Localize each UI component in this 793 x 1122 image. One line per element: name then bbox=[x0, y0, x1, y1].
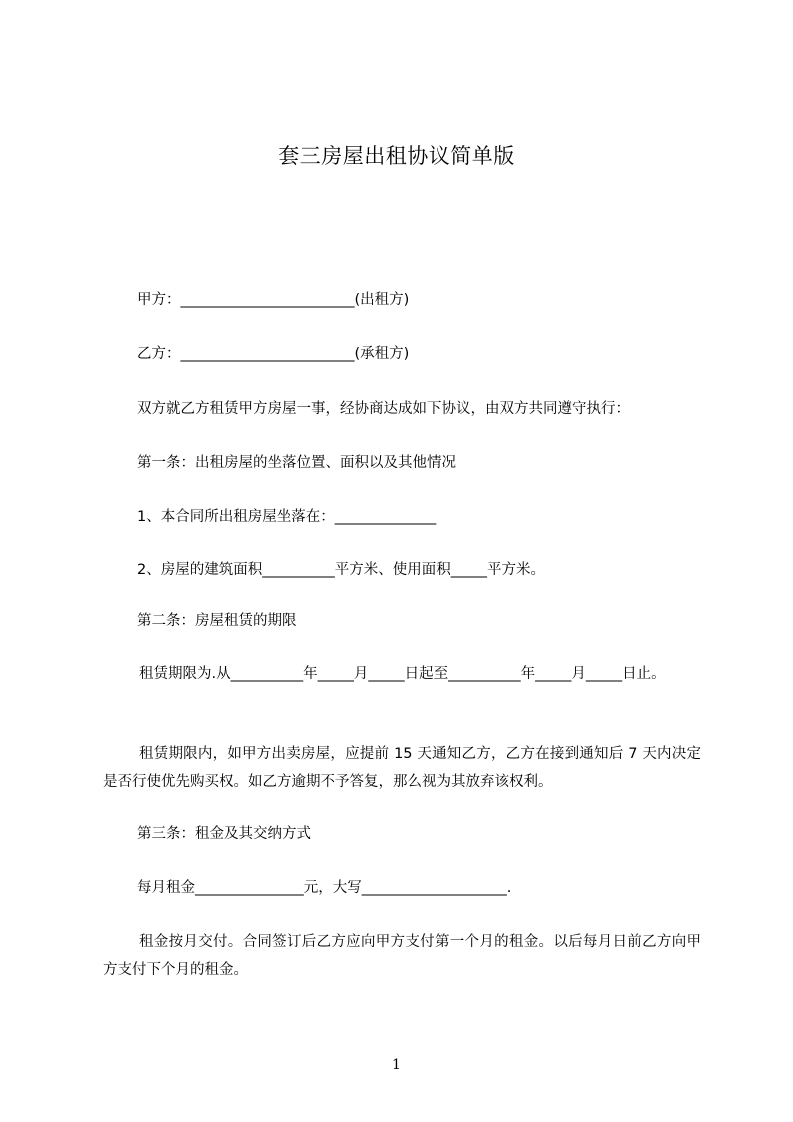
article1-heading: 第一条：出租房屋的坐落位置、面积以及其他情况 bbox=[137, 455, 456, 471]
page-number: 1 bbox=[392, 1057, 401, 1073]
article3-payment-paragraph: 租金按月交付。合同签订后乙方应向甲方支付第一个月的租金。以后每月日前乙方向甲方支付下个月的租金。 bbox=[103, 934, 701, 978]
party-a-line: 甲方：________________________(出租方) bbox=[137, 292, 410, 308]
article2-term-paragraph: 租赁期限为.从__________年_____月_____日起至__________年_____月_____日止。 bbox=[139, 666, 666, 682]
article1-item2: 2、房屋的建筑面积__________平方米、使用面积_____平方米。 bbox=[137, 562, 545, 578]
article2-heading: 第二条：房屋租赁的期限 bbox=[137, 613, 297, 629]
article1-item1: 1、本合同所出租房屋坐落在：______________ bbox=[137, 509, 437, 525]
article2-sale-paragraph: 租赁期限内，如甲方出卖房屋，应提前 15 天通知乙方，乙方在接到通知后 7 天内决定是否行使优先购买权。如乙方逾期不予答复，那么视为其放弃该权利。 bbox=[103, 746, 701, 790]
article3-rent-line: 每月租金_______________元，大写____________________. bbox=[137, 880, 512, 896]
document-title: 套三房屋出租协议简单版 bbox=[278, 144, 515, 168]
article3-heading: 第三条：租金及其交纳方式 bbox=[137, 826, 311, 842]
party-b-line: 乙方：________________________(承租方) bbox=[137, 346, 410, 362]
intro-paragraph: 双方就乙方租赁甲方房屋一事，经协商达成如下协议，由双方共同遵守执行： bbox=[137, 401, 630, 417]
